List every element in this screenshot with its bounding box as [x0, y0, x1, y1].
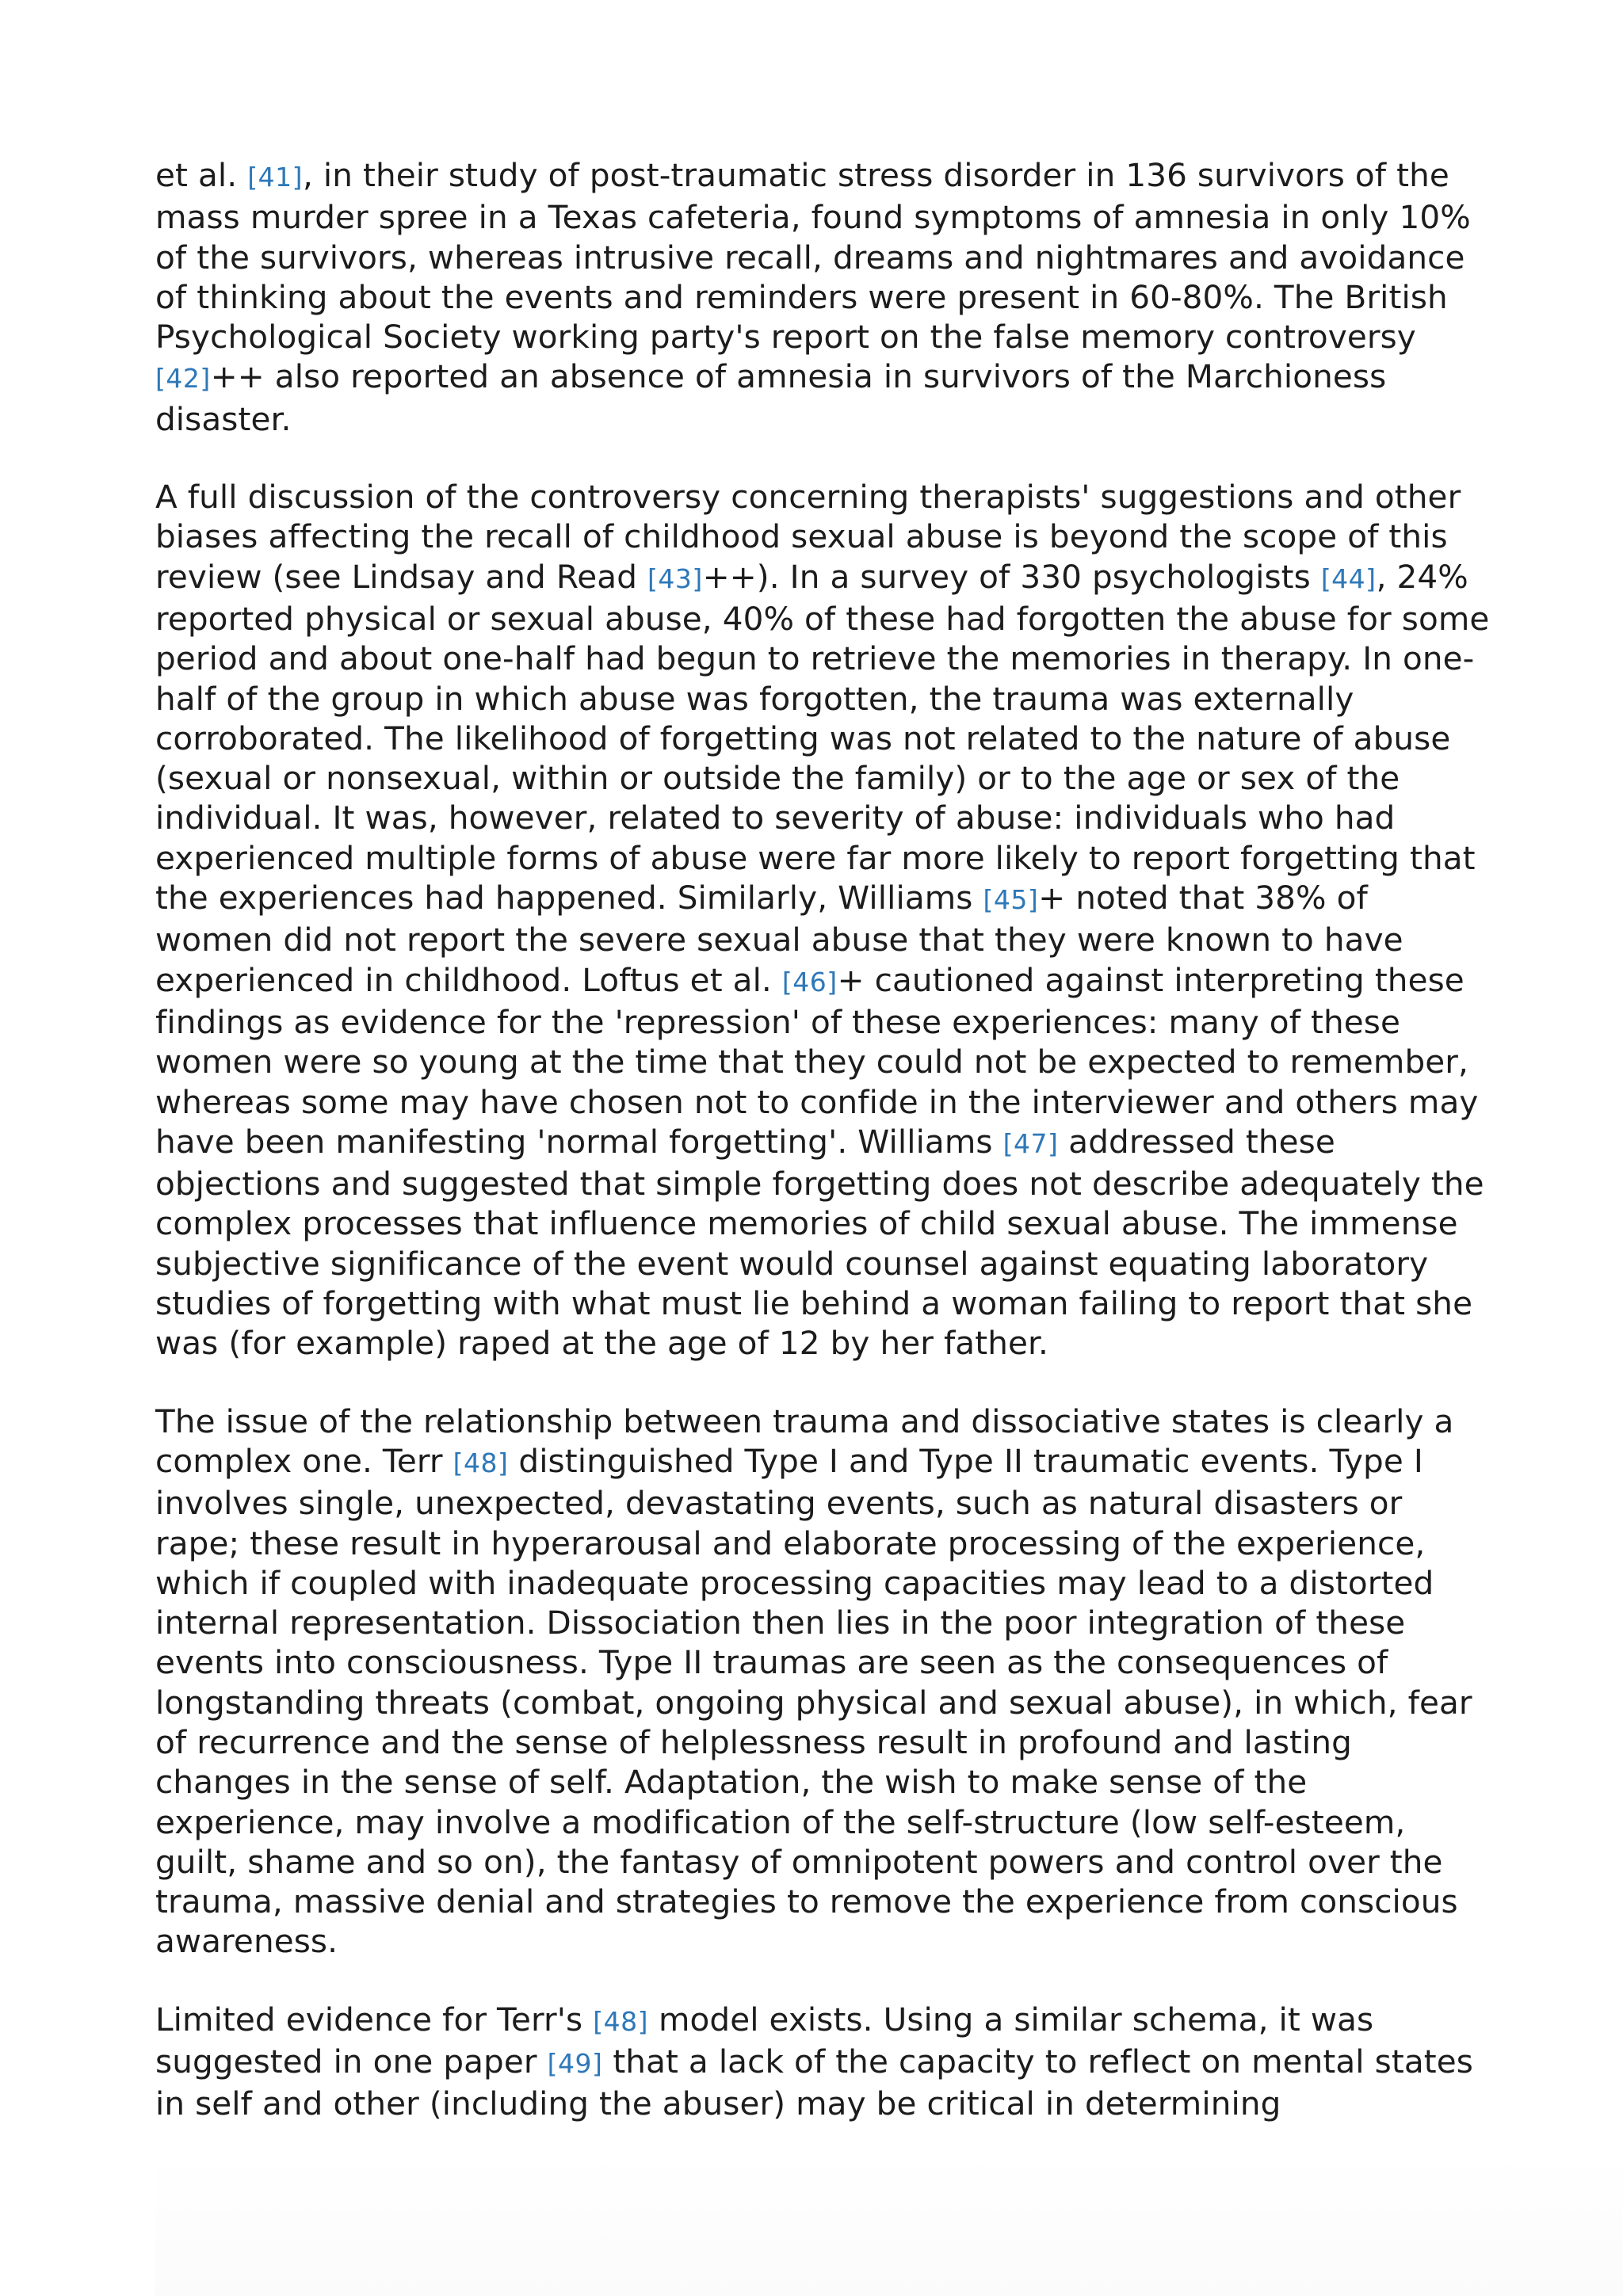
body-text: , in their study of post-traumatic stress disorder in 136 survivors of the mass murder spree in a Texas cafeteria, found symptoms of amnesia in only 10% of the survivors, whereas intrusive recall, dreams and nightmares and avoidance of thinking about the events and reminders were present in 60-80%. The British Psychological Society working party's report on the false memory controversy: [155, 156, 1471, 357]
citation-link-48[interactable]: [48]: [453, 1447, 509, 1478]
paragraph: [155, 155, 1495, 439]
body-text: et al.: [155, 156, 248, 194]
article-body: [155, 155, 1495, 2162]
citation-link-43[interactable]: [43]: [647, 563, 703, 594]
paragraph: [155, 477, 1495, 1363]
citation-link-44[interactable]: [44]: [1320, 563, 1377, 594]
paragraph: [155, 2000, 1495, 2124]
citation-link-41[interactable]: [41]: [247, 162, 303, 193]
citation-link-47[interactable]: [47]: [1002, 1127, 1059, 1159]
body-text: A full discussion of the controversy concerning therapists' suggestions and other biases affecting the recall of childhood sexual abuse is beyond the scope of this review (see Lindsay and Read: [155, 478, 1461, 596]
citation-link-48[interactable]: [48]: [593, 2005, 648, 2037]
body-text: Limited evidence for Terr's: [155, 2000, 594, 2039]
body-text: model exists. Using a similar schema, it was suggested in one paper: [155, 2000, 1374, 2081]
body-text: + cautioned against interpreting these findings as evidence for the 'repression' of these experiences: many of these women were so young at the time that they could not be expected to remember, whereas some may have chosen not to confide in the interviewer and others may have been manifesting 'normal forgetting'. Williams: [155, 960, 1479, 1161]
paragraph: [155, 1402, 1495, 1962]
body-text: The issue of the relationship between trauma and dissociative states is clearly a complex one. Terr: [155, 1402, 1454, 1480]
body-text: distinguished Type I and Type II traumatic events. Type I involves single, unexpected, devastating events, such as natural disasters or rape; these result in hyperarousal and elaborate processing of the experience, which if coupled with inadequate processing capacities may lead to a distorted internal representation. Dissociation then lies in the poor integration of these events into consciousness. Type II traumas are seen as the consequences of longstanding threats (combat, ongoing physical and sexual abuse), in which, fear of recurrence and the sense of helplessness result in profound and lasting changes in the sense of self. Adaptation, the wish to make sense of the experience, may involve a modification of the self-structure (low self-esteem, guilt, shame and so on), the fantasy of omnipotent powers and control over the trauma, massive denial and strategies to remove the experience from conscious awareness.: [155, 1441, 1472, 1961]
citation-link-46[interactable]: [46]: [781, 966, 838, 997]
body-text: that a lack of the capacity to reflect on mental states in self and other (including the abuser) may be critical in determining: [155, 2042, 1473, 2123]
body-text: ++ also reported an absence of amnesia in survivors of the Marchioness disaster.: [155, 357, 1387, 438]
body-text: ++). In a survey of 330 psychologists: [702, 557, 1321, 596]
citation-link-45[interactable]: [45]: [983, 884, 1039, 916]
citation-link-42[interactable]: [42]: [155, 363, 211, 395]
page-bottom-shade: [155, 2153, 1623, 2296]
body-text: addressed these objections and suggested that simple forgetting does not describe adequately the complex processes that influence memories of child sexual abuse. The immense subjective significance of the event would counsel against equating laboratory studies of forgetting with what must lie behind a woman failing to report that she was (for example) raped at the age of 12 by her father.: [155, 1122, 1484, 1363]
body-text: + noted that 38% of women did not report the severe sexual abuse that they were known to have experienced in childhood. Loftus et al.: [155, 879, 1403, 999]
citation-link-49[interactable]: [49]: [547, 2048, 603, 2080]
body-text: , 24% reported physical or sexual abuse, 40% of these had forgotten the abuse for some period and about one-half had begun to retrieve the memories in therapy. In one-half of the group in which abuse was forgotten, the trauma was externally corroborated. The likelihood of forgetting was not related to the nature of abuse (sexual or nonsexual, within or outside the family) or to the age or sex of the individual. It was, however, related to severity of abuse: individuals who had experienced multiple forms of abuse were far more likely to report forgetting that the experiences had happened. Similarly, Williams: [155, 557, 1490, 917]
